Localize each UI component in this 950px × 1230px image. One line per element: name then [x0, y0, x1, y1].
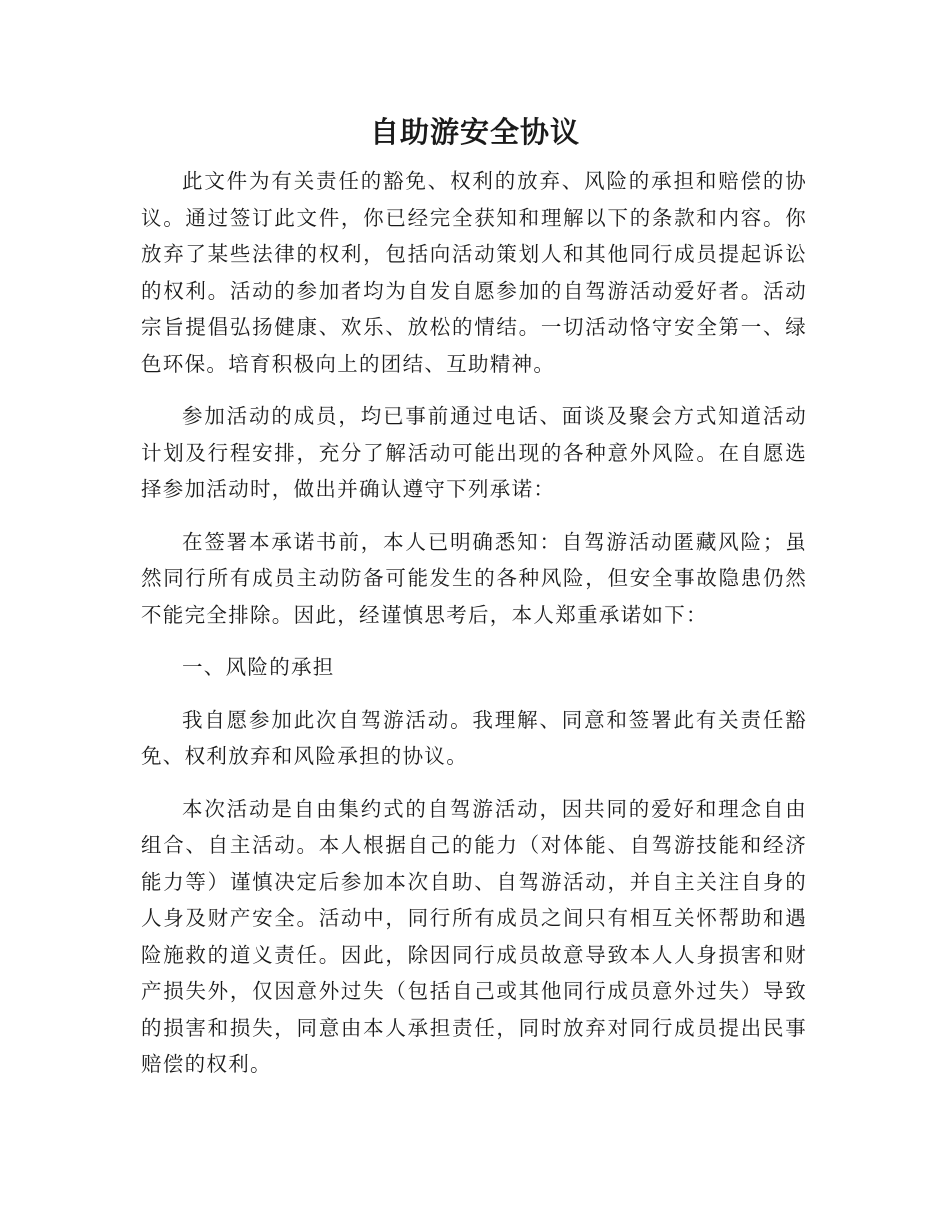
paragraph-intro: 此文件为有关责任的豁免、权利的放弃、风险的承担和赔偿的协议。通过签订此文件，你已经完全获知和理解以下的条款和内容。你放弃了某些法律的权利，包括向活动策划人和其他同行成员提起诉讼的权利。活动的参加者均为自发自愿参加的自驾游活动爱好者。活动宗旨提倡弘扬健康、欢乐、放松的情结。一切活动恪守安全第一、绿色环保。培育积极向上的团结、互助精神。 [141, 169, 807, 376]
paragraph-participants: 参加活动的成员，均已事前通过电话、面谈及聚会方式知道活动计划及行程安排，充分了解活动可能出现的各种意外风险。在自愿选择参加活动时，做出并确认遵守下列承诺： [141, 404, 807, 501]
document-title: 自助游安全协议 [369, 115, 580, 149]
paragraph-responsibility: 本次活动是自由集约式的自驾游活动，因共同的爱好和理念自由组合、自主活动。本人根据自己的能力（对体能、自驾游技能和经济能力等）谨慎决定后参加本次自助、自驾游活动，并自主关注自身的人身及财产安全。活动中，同行所有成员之间只有相互关怀帮助和遇险施救的道义责任。因此，除因同行成员故意导致本人人身损害和财产损失外，仅因意外过失（包括自己或其他同行成员意外过失）导致的损害和损失，同意由本人承担责任，同时放弃对同行成员提出民事赔偿的权利。 [141, 796, 807, 1076]
section-heading-risk: 一、风险的承担 [182, 655, 335, 679]
document-body [141, 163, 807, 1099]
paragraph-voluntary: 我自愿参加此次自驾游活动。我理解、同意和签署此有关责任豁免、权利放弃和风险承担的协议。 [141, 707, 807, 768]
paragraph-acknowledgement: 在签署本承诺书前，本人已明确悉知：自驾游活动匿藏风险；虽然同行所有成员主动防备可能发生的各种风险，但安全事故隐患仍然不能完全排除。因此，经谨慎思考后，本人郑重承诺如下： [141, 529, 807, 627]
